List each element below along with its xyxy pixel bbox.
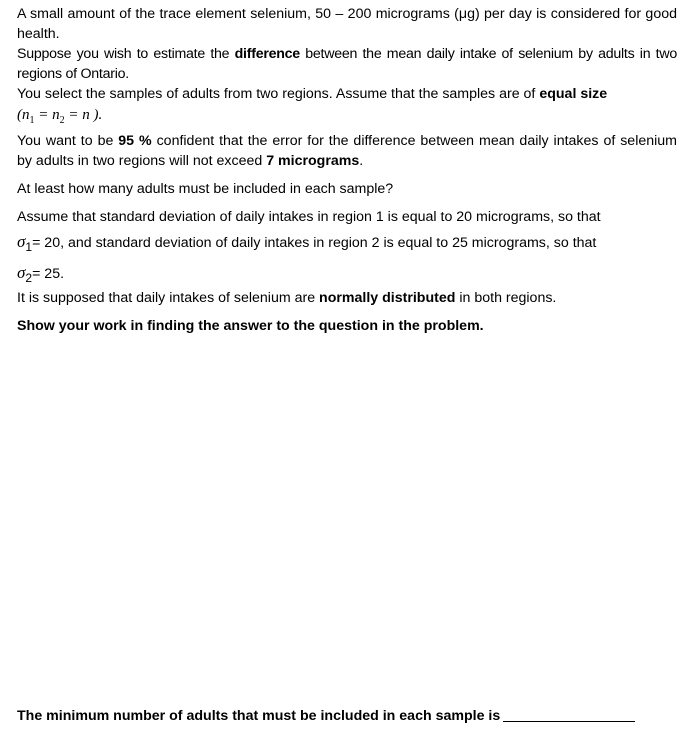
- eq-close: = n ).: [64, 107, 103, 123]
- normal-bold: normally distributed: [319, 290, 456, 306]
- confidence-level: 95 %: [118, 133, 152, 149]
- sigma-sub-2: 2: [25, 271, 33, 285]
- sigma-symbol-2: σ: [17, 263, 26, 282]
- intro-paragraph: [17, 4, 677, 44]
- samples-paragraph: [17, 84, 677, 104]
- normal-post: in both regions.: [455, 290, 557, 306]
- samples-pre: You select the samples of adults from two regions. Assume that the samples are of: [17, 86, 540, 102]
- eq-open: (: [17, 107, 22, 123]
- problem-text: [17, 4, 677, 336]
- answer-blank[interactable]: [503, 707, 635, 722]
- error-bound: 7 micrograms: [266, 153, 360, 169]
- question: At least how many adults must be included in each sample?: [17, 181, 394, 197]
- intro-text: A small amount of the trace element selenium, 50 – 200 micrograms (μg) per day is considered for good health.: [17, 6, 677, 42]
- eq-n1: n: [22, 107, 30, 123]
- sigma-sub-1: 1: [25, 240, 33, 254]
- estimate-pre: Suppose you wish to estimate the: [17, 46, 235, 62]
- instruction-text: Show your work in finding the answer to the question in the problem.: [17, 318, 484, 334]
- eq-equals: =: [34, 107, 53, 123]
- sd-text-1: Assume that standard deviation of daily intakes in region 1 is equal to 20 micrograms, so that: [17, 209, 601, 225]
- equation: [17, 107, 103, 126]
- sd-text-2: = 20, and standard deviation of daily intakes in region 2 is equal to 25 micrograms, so that: [32, 235, 597, 251]
- normal-pre: It is supposed that daily intakes of selenium are: [17, 290, 320, 306]
- confidence-pre: You want to be: [17, 133, 119, 149]
- instruction: [17, 316, 677, 336]
- eq-sub2: 2: [59, 115, 65, 126]
- normal-paragraph: [17, 288, 677, 308]
- sigma-symbol-1: σ: [17, 232, 26, 251]
- sd-line-1: [17, 207, 677, 227]
- confidence-mid: confident that the error for the difference between mean daily intakes of selenium by adults in two regions will not exceed: [17, 133, 677, 169]
- confidence-paragraph: [17, 131, 677, 171]
- confidence-end: .: [359, 153, 364, 169]
- eq-sub1: 1: [29, 115, 35, 126]
- sd-text-3: = 25.: [32, 266, 65, 282]
- eq-n2: n: [52, 107, 60, 123]
- estimate-paragraph: [17, 44, 677, 84]
- answer-label: The minimum number of adults that must be included in each sample is: [17, 708, 501, 724]
- estimate-post: between the mean daily intake of selenium by adults in two regions of Ontario.: [17, 46, 677, 82]
- sd-line-3: [17, 263, 677, 284]
- estimate-bold: difference: [234, 46, 300, 62]
- samples-bold: equal size: [539, 86, 608, 102]
- sample-size-equation: [17, 105, 677, 127]
- answer-line: [17, 706, 677, 726]
- sd-line-2: [17, 232, 677, 253]
